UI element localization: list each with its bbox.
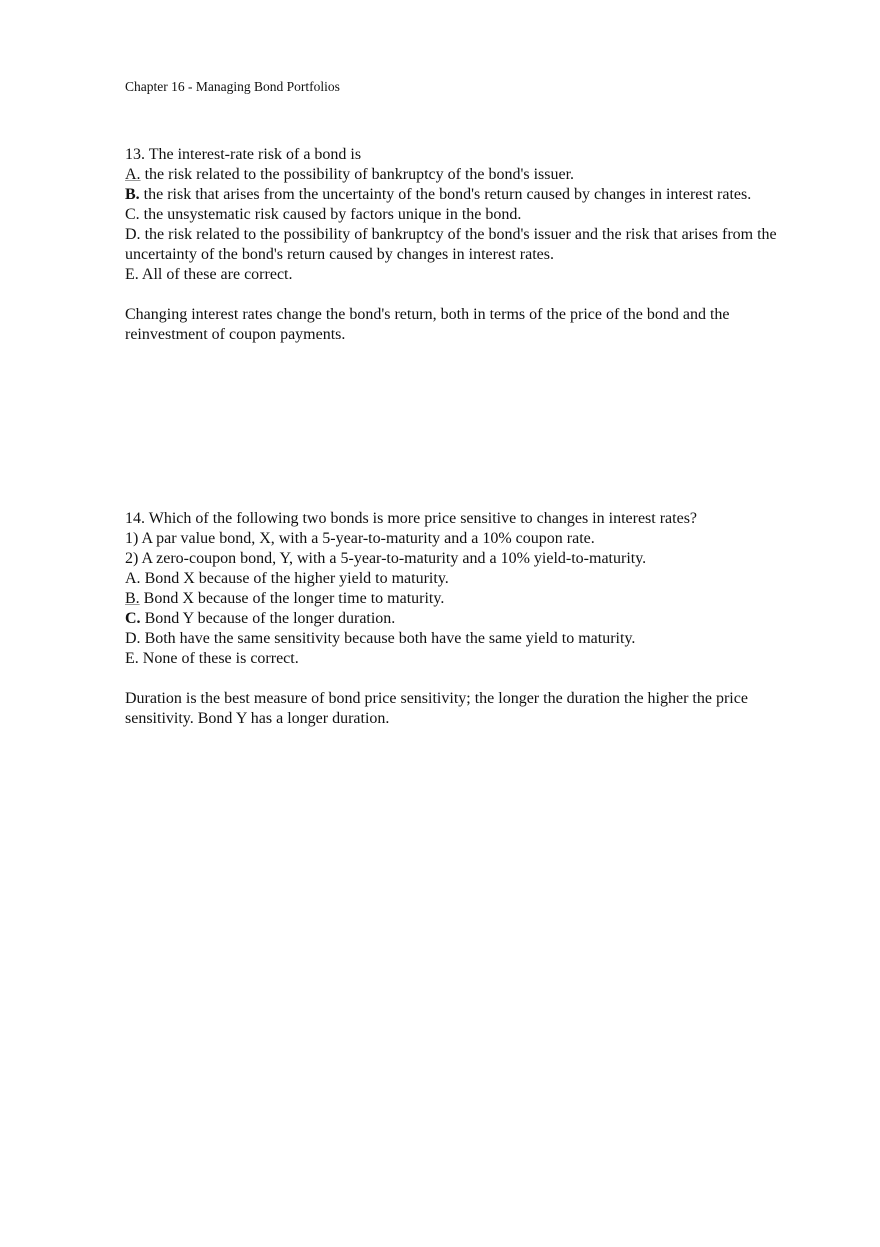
option-b [125,589,790,609]
page-header: Chapter 16 - Managing Bond Portfolios [125,79,340,94]
option-letter: B. [125,590,140,607]
option-text: the risk related to the possibility of bankruptcy of the bond's issuer. [140,166,575,183]
list-item: 2) A zero-coupon bond, Y, with a 5-year-to-maturity and a 10% yield-to-maturity. [125,550,647,567]
option-letter: E. [125,266,139,283]
option-text: the risk related to the possibility of bankruptcy of the bond's issuer and the risk that arises from the uncertainty of the bond's return caused by changes in interest rates. [125,226,777,263]
option-d [125,225,790,265]
option-text: Bond X because of the higher yield to maturity. [140,570,449,587]
option-letter: C. [125,206,140,223]
option-e [125,649,790,669]
option-e [125,265,790,285]
option-b-correct [125,185,790,205]
option-text: Bond X because of the longer time to maturity. [139,590,445,607]
option-a [125,165,790,185]
list-item: 1) A par value bond, X, with a 5-year-to-maturity and a 10% coupon rate. [125,530,595,547]
explanation: Duration is the best measure of bond price sensitivity; the longer the duration the higher the price sensitivity. Bond Y has a longer duration. [125,690,748,727]
option-c-correct [125,609,790,629]
option-text: the risk that arises from the uncertainty of the bond's return caused by changes in interest rates. [139,186,752,203]
option-a [125,569,790,589]
option-c [125,205,790,225]
option-text: None of these is correct. [138,650,299,667]
option-letter: A. [125,570,141,587]
option-letter: E. [125,650,139,667]
option-d [125,629,790,649]
question-stem: 14. Which of the following two bonds is more price sensitive to changes in interest rates? [125,510,698,527]
option-text: the unsystematic risk caused by factors unique in the bond. [139,206,522,223]
question-stem: 13. The interest-rate risk of a bond is [125,146,362,163]
explanation: Changing interest rates change the bond's return, both in terms of the price of the bond and the reinvestment of coupon payments. [125,306,730,343]
option-letter: B. [125,186,140,203]
question-14 [125,509,790,729]
option-letter: A. [125,166,141,183]
option-letter: C. [125,610,141,627]
option-text: Bond Y because of the longer duration. [140,610,396,627]
option-text: Both have the same sensitivity because both have the same yield to maturity. [140,630,636,647]
option-letter: D. [125,226,141,243]
question-13 [125,145,790,345]
option-text: All of these are correct. [138,266,293,283]
option-letter: D. [125,630,141,647]
